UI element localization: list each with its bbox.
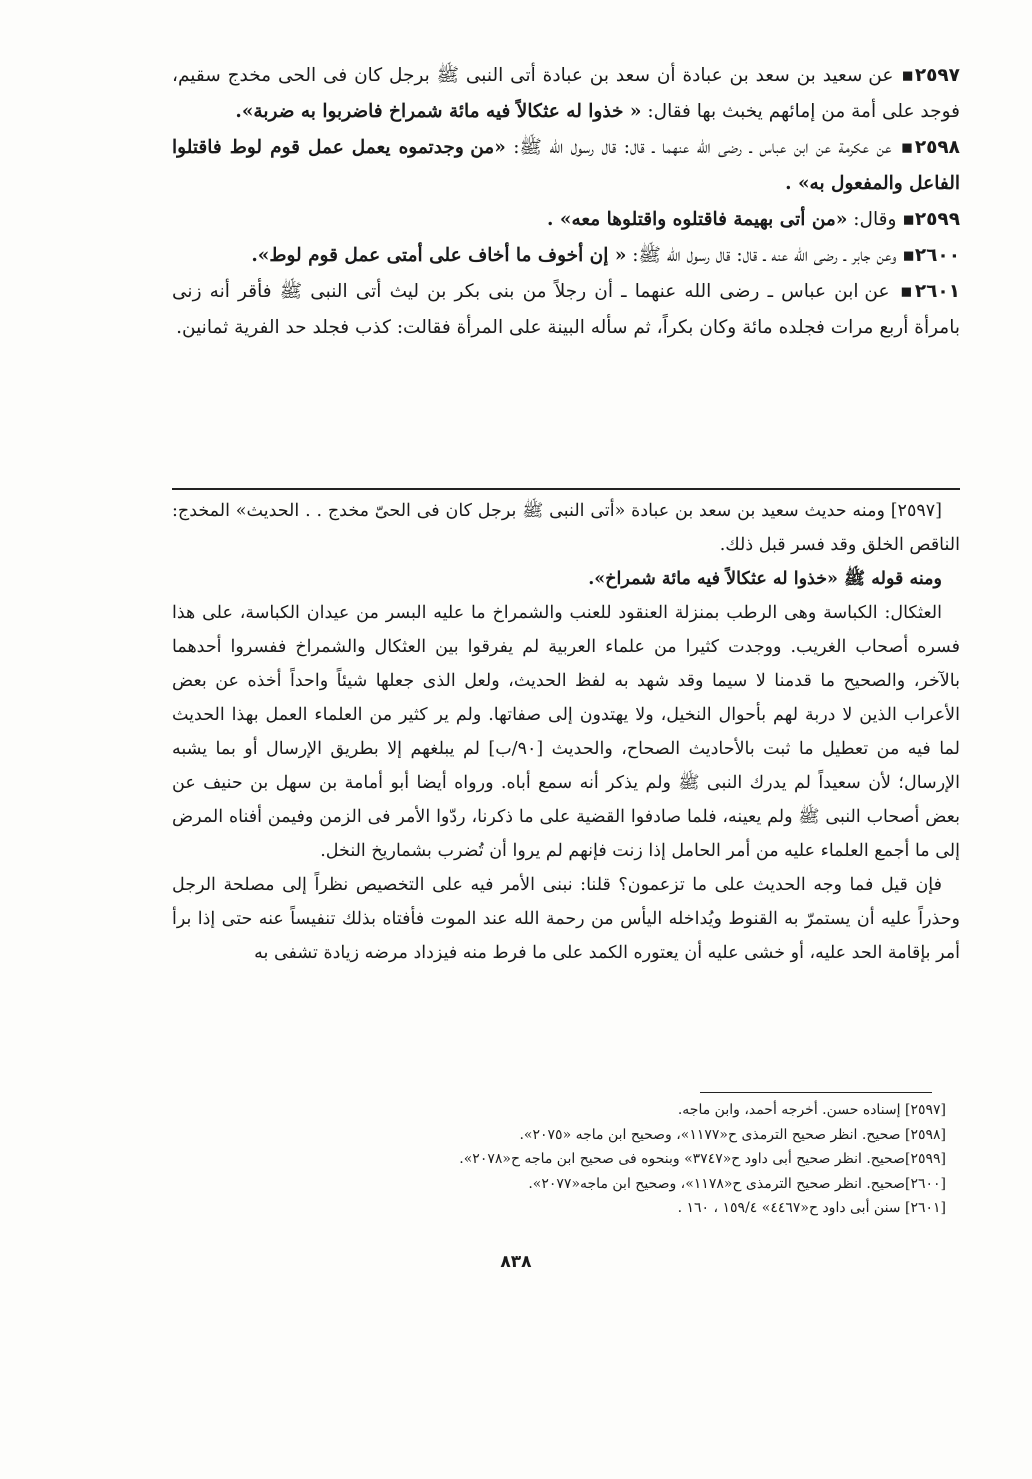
hadith-number: ٢٦٠٠ <box>914 245 960 266</box>
page-number: ٨٣٨ <box>500 1252 532 1272</box>
commentary-paragraph <box>172 868 960 970</box>
number-separator: ▪ <box>900 65 915 86</box>
commentary-lead: [٢٥٩٧] ومنه حديث سعيد بن سعد بن عبادة «أتى النبى ﷺ برجل كان فى الحىّ مخدج . . <box>305 501 942 521</box>
hadith-quote: « خذوا له عثكالاً فيه مائة شمراخ فاضربوا به ضربة». <box>235 101 642 122</box>
footnote-divider <box>700 1092 932 1093</box>
hadith-text: عن سعيد بن سعد بن عبادة أن سعد بن عبادة أتى النبى ﷺ برجل كان فى الحى مخدج سقيم، فوجد على أمة من إمائهم يخبث بها فقال: <box>172 65 960 122</box>
hadith-text: عن ابن عباس ـ رضى الله عنهما ـ أن رجلاً من بنى بكر بن ليث أتى النبى ﷺ فأقر أنه زنى بامرأة أربع مرات فجلده مائة وكان بكراً، ثم سأله البينة على المرأة فقالت: كذب فجلد حد الفرية ثمانين. <box>172 281 960 338</box>
hadith-quote: «من أتى بهيمة فاقتلوه واقتلوها معه» . <box>547 209 848 230</box>
hadith-text: وقال: <box>853 209 897 230</box>
footnote: [٢٥٩٩]صحيح. انظر صحيح أبى داود ح«٣٧٤٧» وبنحوه فى صحيح ابن ماجه ح«٢٠٧٨». <box>459 1151 946 1167</box>
footnote: [٢٦٠١] سنن أبى داود ح«٤٤٦٧» ١٥٩/٤ ، ١٦٠ . <box>677 1200 946 1216</box>
hadith-number: ٢٥٩٧ <box>914 65 960 86</box>
commentary-paragraph <box>172 494 960 562</box>
hadith-number: ٢٦٠١ <box>914 281 960 302</box>
commentary-section <box>172 494 960 970</box>
commentary-lead: ومنه قوله ﷺ «خذوا له عثكالاً فيه مائة شمراخ». <box>588 569 942 589</box>
commentary-text: العثكال: الكباسة وهى الرطب بمنزلة العنقود للعنب والشمراخ ما عليه البسر من عيدان الكباسة، على هذا فسره أصحاب الغريب. ووجدت كثيرا من علماء العربية لم يفرقوا بين العثكال والشمراخ ففسروا أحدهما بالآخر، والصحيح ما قدمنا لا سيما وقد شهد به لفظ الحديث، ولعل الذى جعلها شيئاً واحداً أخذه عن بعض الأعراب الذين لا دربة لهم بأحوال النخيل، ولا يهتدون إلى صفاتها. ولم ير كثير من العلماء العمل بهذا الحديث لما فيه من تعطيل ما ثبت بالأحاديث الصحاح، والحديث [٩٠/ب] لم يبلغهم إلا بطريق الإرسال أو بما يشبه الإرسال؛ لأن سعيداً لم يدرك النبى ﷺ ولم يذكر أنه سمع أباه. ورواه أيضا أبو أمامة بن سهل بن حنيف عن بعض أصحاب النبى ﷺ ولم يعينه، فلما صادفوا القضية على ما ذكرنا، ردّوا الأمر فى الزمن وفيمن أفناه المرض إلى ما أجمع العلماء عليه من أمر الحامل إذا زنت فإنهم لم يروا أن تُضرب بشماريخ النخل. <box>172 603 960 861</box>
footnote: [٢٥٩٨] صحيح. انظر صحيح الترمذى ح«١١٧٧»، وصحيح ابن ماجه «٢٠٧٥». <box>519 1126 946 1143</box>
hadith-quote: « إن أخوف ما أخاف على أمتى عمل قوم لوط». <box>251 245 627 266</box>
footnote: [٢٥٩٧] إسناده حسن. أخرجه أحمد، وابن ماجه. <box>677 1102 946 1118</box>
hadith-entry <box>172 202 960 238</box>
commentary-text: الحديث» المخدج: الناقص الخلق وقد فسر قبل ذلك. <box>172 501 960 555</box>
footnote: [٢٦٠٠]صحيح. انظر صحيح الترمذى ح«١١٧٨»، وصحيح ابن ماجه«٢٠٧٧». <box>528 1175 946 1192</box>
number-separator: ▪ <box>897 281 915 302</box>
hadith-entry <box>172 58 960 130</box>
section-divider <box>172 488 960 490</box>
number-separator: ▪ <box>902 245 915 266</box>
hadith-section <box>172 58 960 346</box>
number-separator: ▪ <box>902 209 915 230</box>
hadith-entry <box>172 238 960 274</box>
hadith-text: عن عكرمة عن ابن عباس ـ رضى الله عنهما ـ قال: قال رسول الله ﷺ: <box>513 137 892 158</box>
footnotes-section <box>186 1098 946 1221</box>
hadith-number: ٢٥٩٩ <box>914 209 960 230</box>
hadith-entry <box>172 274 960 346</box>
hadith-text: وعن جابر ـ رضى الله عنه ـ قال: قال رسول الله ﷺ: <box>632 245 897 266</box>
commentary-paragraph <box>172 596 960 868</box>
hadith-entry <box>172 130 960 202</box>
hadith-number: ٢٥٩٨ <box>914 137 960 158</box>
commentary-text: فإن قيل فما وجه الحديث على ما تزعمون؟ قلنا: نبنى الأمر فيه على التخصيص نظراً إلى مصلحة الرجل وحذراً عليه أن يستمرّ به القنوط ويُداخله اليأس من رحمة الله عند الموت فأفتاه بذلك تنفيساً عنه حتى إذا برأ أمر بإقامة الحد عليه، أو خشى عليه أن يعتوره الكمد على ما فرط منه فيزداد مرضه زيادة تشفى به <box>172 875 960 963</box>
hadith-quote: «من وجدتموه يعمل عمل قوم لوط فاقتلوا الفاعل والمفعول به» . <box>172 137 960 194</box>
commentary-paragraph <box>172 562 960 596</box>
number-separator: ▪ <box>899 137 915 158</box>
